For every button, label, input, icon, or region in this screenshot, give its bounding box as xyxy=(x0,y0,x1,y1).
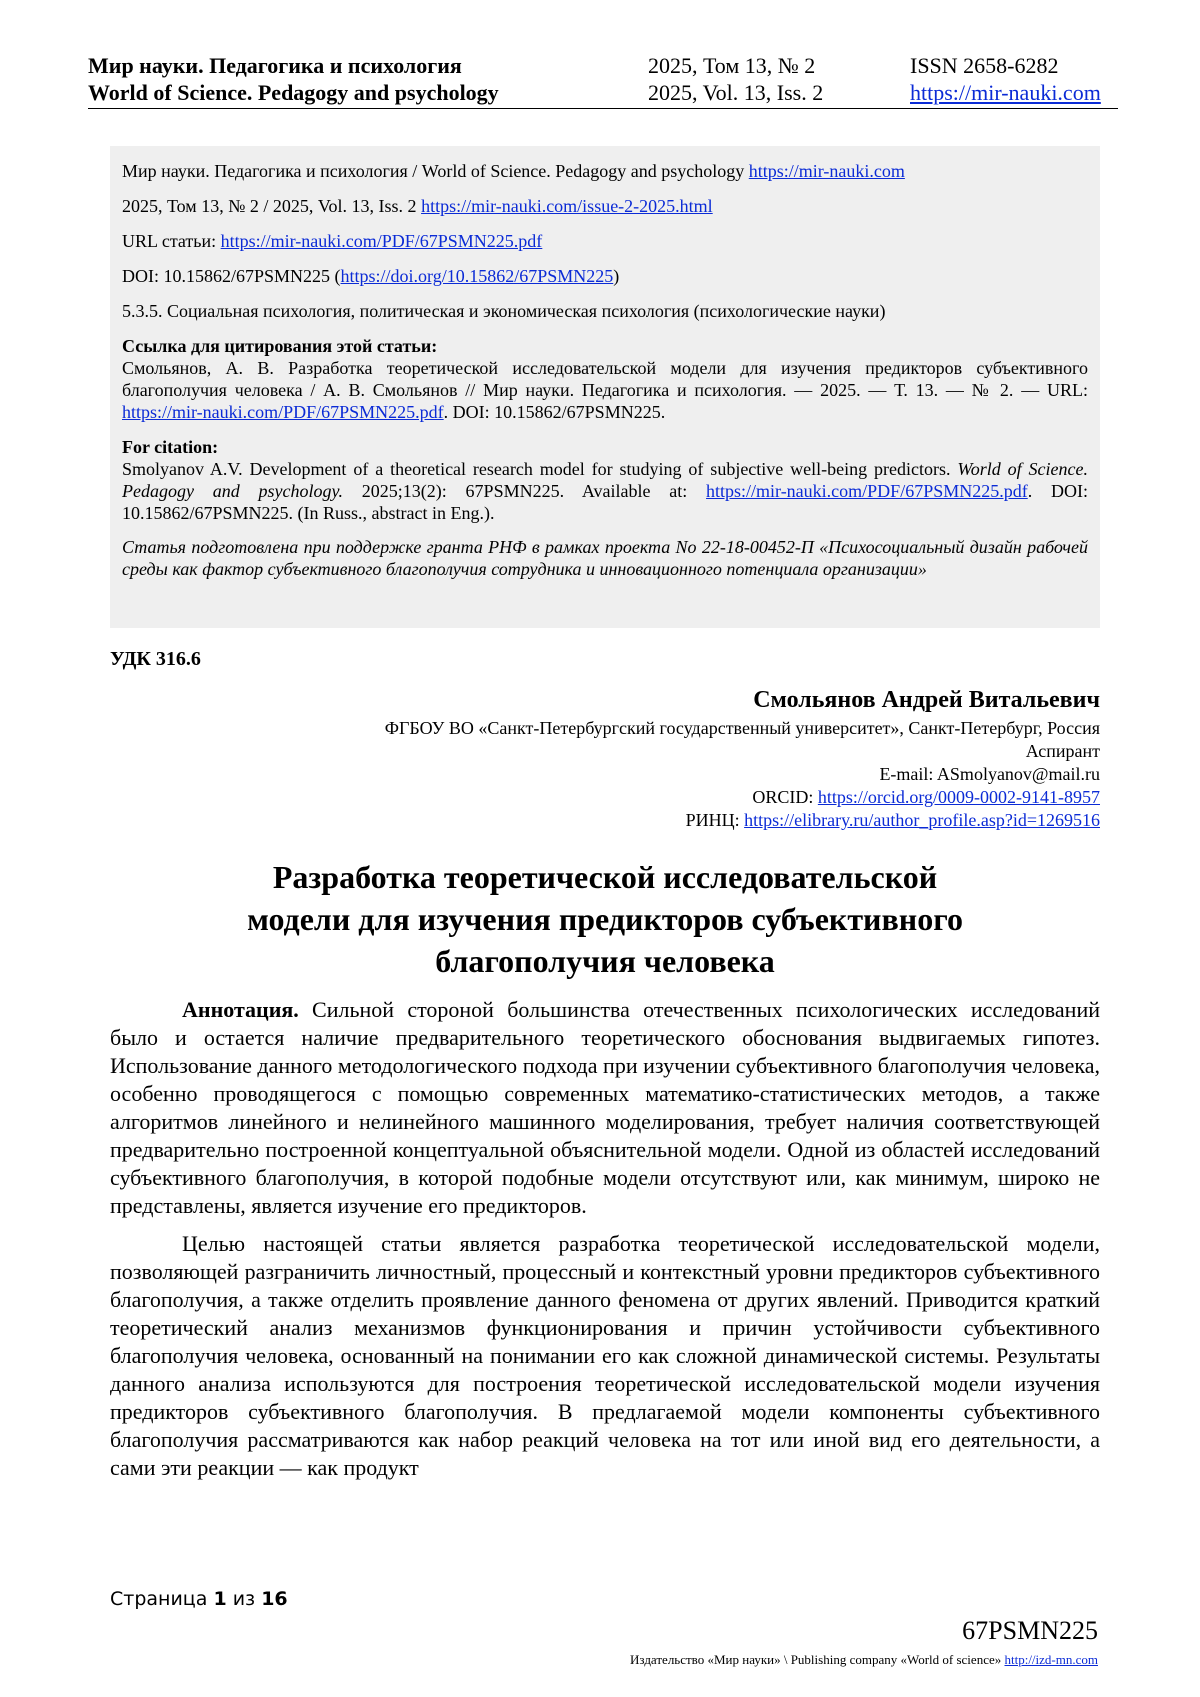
abstract-label: Аннотация. xyxy=(182,997,299,1022)
cite-ru-text: Смольянов, А. В. Разработка теоретической исследовательской модели для изучения предикторов субъективного благополучия человека / А. В. Смольянов // Мир науки. Педагогика и психология. — 2025. — Т. 13. — № 2. — URL: xyxy=(122,358,1088,400)
header-journal xyxy=(88,52,499,106)
header-issue-ru: 2025, Том 13, № 2 xyxy=(648,53,816,78)
abstract-paragraph-1 xyxy=(110,996,1100,1220)
cite-en-journal: World of Science. Pedagogy and psychology. xyxy=(122,459,1088,501)
header-journal-ru: Мир науки. Педагогика и психология xyxy=(88,53,462,78)
abstract xyxy=(110,996,1100,1492)
page-of: из xyxy=(226,1588,262,1610)
page-total: 16 xyxy=(261,1588,288,1610)
title-line-3: благополучия человека xyxy=(435,943,775,979)
header-issue-en: 2025, Vol. 13, Iss. 2 xyxy=(648,80,824,105)
article-info-box xyxy=(110,146,1100,628)
info-url-line xyxy=(122,230,1088,252)
info-issue-link[interactable]: https://mir-nauki.com/issue-2-2025.html xyxy=(421,196,713,216)
cite-en-block xyxy=(122,458,1088,524)
running-header xyxy=(88,52,1118,109)
info-doi-close: ) xyxy=(613,266,620,286)
header-site-link[interactable]: https://mir-nauki.com xyxy=(910,80,1101,105)
cite-en-text: Smolyanov A.V. Development of a theoretical research model for studying of subjective well-being predictors. xyxy=(122,459,958,479)
page-word: Страница xyxy=(110,1588,214,1610)
orcid-label: ORCID: xyxy=(752,787,818,807)
document-id: 67PSMN225 xyxy=(962,1616,1098,1645)
author-position: Аспирант xyxy=(1025,741,1100,761)
cite-ru-tail: . DOI: 10.15862/67PSMN225. xyxy=(443,402,666,422)
cite-en-tail: . DOI: 10.15862/67PSMN225. (In Russ., abstract in Eng.). xyxy=(122,481,1088,523)
rinc-label: РИНЦ: xyxy=(685,810,745,830)
publisher-line xyxy=(630,1652,1098,1668)
publisher-text: Издательство «Мир науки» \ Publishing company «World of science» xyxy=(630,1652,1005,1667)
author-name: Смольянов Андрей Витальевич xyxy=(753,687,1100,713)
page-current: 1 xyxy=(213,1588,227,1610)
info-journal-link[interactable]: https://mir-nauki.com xyxy=(748,161,905,181)
author-email: E-mail: ASmolyanov@mail.ru xyxy=(879,764,1100,784)
cite-ru-link[interactable]: https://mir-nauki.com/PDF/67PSMN225.pdf xyxy=(122,402,444,422)
page-number xyxy=(110,1588,288,1610)
header-issn: ISSN 2658-6282 xyxy=(910,53,1059,78)
header-issue xyxy=(648,52,823,106)
udk-code: УДК 316.6 xyxy=(110,648,201,670)
cite-en-text2: 2025;13(2): 67PSMN225. Available at: xyxy=(343,481,707,501)
info-journal-line xyxy=(122,160,1088,182)
author-block xyxy=(385,685,1100,832)
header-journal-en: World of Science. Pedagogy and psychology xyxy=(88,80,499,105)
grant-note: Статья подготовлена при поддержке гранта РНФ в рамках проекта No 22-18-00452-П «Психосоциальный дизайн рабочей среды как фактор субъективного благополучия сотрудника и инновационного потенциала организации» xyxy=(122,537,1088,579)
author-orcid xyxy=(385,786,1100,809)
header-issn-site xyxy=(910,52,1101,106)
info-journal-text: Мир науки. Педагогика и психология / World of Science. Pedagogy and psychology xyxy=(122,161,745,181)
info-url-label: URL статьи: xyxy=(122,231,217,251)
orcid-link[interactable]: https://orcid.org/0009-0002-9141-8957 xyxy=(817,787,1100,807)
article-title xyxy=(110,856,1100,982)
title-line-2: модели для изучения предикторов субъективного xyxy=(247,901,963,937)
cite-en-link[interactable]: https://mir-nauki.com/PDF/67PSMN225.pdf xyxy=(706,481,1028,501)
info-url-link[interactable]: https://mir-nauki.com/PDF/67PSMN225.pdf xyxy=(220,231,543,251)
info-specialty: 5.3.5. Социальная психология, политическая и экономическая психология (психологические науки) xyxy=(122,301,886,321)
abstract-text-1: Сильной стороной большинства отечественных психологических исследований было и остается наличие предварительного теоретического обоснования выдвигаемых гипотез. Использование данного методологического подхода при изучении субъективного благополучия человека, особенно проводящегося с помощью современных математико-статистических методов, а также алгоритмов линейного и нелинейного машинного моделирования, требует наличия соответствующей предварительно построенной концептуальной объяснительной модели. Одной из областей исследований субъективного благополучия, в которой подобные модели отсутствуют или, как минимум, широко не представлены, является изучение его предикторов. xyxy=(110,997,1100,1218)
info-issue-text: 2025, Том 13, № 2 / 2025, Vol. 13, Iss. 2 xyxy=(122,196,417,216)
abstract-paragraph-2: Целью настоящей статьи является разработка теоретической исследовательской модели, позволяющей разграничить личностный, процессный и контекстный уровни предикторов субъективного благополучия, а также отделить проявление данного феномена от других явлений. Приводится краткий теоретический анализ механизмов функционирования и причин устойчивости субъективного благополучия человека, основанный на понимании его как сложной динамической системы. Результаты данного анализа используются для построения теоретической исследовательской модели изучения предикторов субъективного благополучия. В предлагаемой модели компоненты субъективного благополучия рассматриваются как набор реакций человека на тот или иной вид его деятельности, а сами эти реакции — как продукт xyxy=(110,1231,1100,1480)
author-affiliation: ФГБОУ ВО «Санкт-Петербургский государственный университет», Санкт-Петербург, Россия xyxy=(384,718,1100,738)
info-issue-line xyxy=(122,195,1088,217)
author-rinc xyxy=(385,809,1100,832)
rinc-link[interactable]: https://elibrary.ru/author_profile.asp?id=1269516 xyxy=(744,810,1100,830)
info-doi-line xyxy=(122,265,1088,287)
cite-ru-label: Ссылка для цитирования этой статьи: xyxy=(122,336,438,356)
publisher-link[interactable]: http://izd-mn.com xyxy=(1004,1652,1098,1667)
info-doi-link[interactable]: https://doi.org/10.15862/67PSMN225 xyxy=(340,266,614,286)
title-line-1: Разработка теоретической исследовательской xyxy=(272,859,938,895)
info-doi-label: DOI: 10.15862/67PSMN225 ( xyxy=(122,266,341,286)
cite-ru-block xyxy=(122,357,1088,423)
cite-en-label: For citation: xyxy=(122,437,219,457)
